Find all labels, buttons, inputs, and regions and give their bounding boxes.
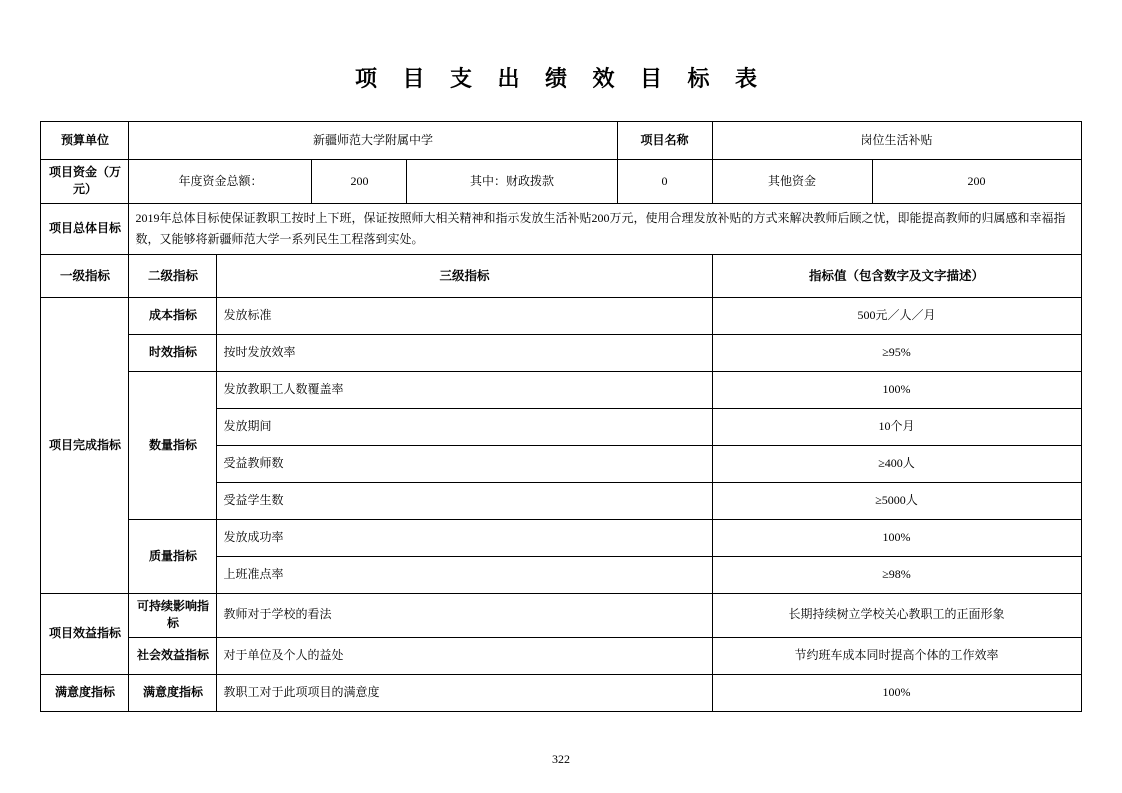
other-funds-label: 其他资金 <box>712 160 872 204</box>
table-row <box>41 334 1081 371</box>
table-row <box>41 593 1081 637</box>
column-header-level1: 一级指标 <box>41 254 129 297</box>
table-row-overall-goal <box>41 203 1081 254</box>
budget-unit-label: 预算单位 <box>41 122 129 160</box>
table-row <box>41 371 1081 408</box>
level2-label-satisfaction: 满意度指标 <box>129 674 217 711</box>
annual-total-label: 年度资金总额： <box>129 160 312 204</box>
table-row <box>41 519 1081 556</box>
level3-label: 受益教师数 <box>217 445 712 482</box>
level3-label: 发放成功率 <box>217 519 712 556</box>
level2-label-timeliness: 时效指标 <box>129 334 217 371</box>
other-funds-value: 200 <box>872 160 1081 204</box>
annual-total-value: 200 <box>312 160 407 204</box>
level3-label: 对于单位及个人的益处 <box>217 637 712 674</box>
level1-label-benefit: 项目效益指标 <box>41 593 129 674</box>
indicator-value: ≥5000人 <box>712 482 1081 519</box>
level3-label: 上班准点率 <box>217 556 712 593</box>
column-header-level3: 三级指标 <box>217 254 712 297</box>
table-row-funds <box>41 160 1081 204</box>
level3-label: 发放教职工人数覆盖率 <box>217 371 712 408</box>
overall-goal-label: 项目总体目标 <box>41 203 129 254</box>
project-funds-label: 项目资金（万元） <box>41 160 129 204</box>
table-header-row <box>41 254 1081 297</box>
fiscal-appropriation-value: 0 <box>617 160 712 204</box>
fiscal-appropriation-label: 其中：财政拨款 <box>407 160 617 204</box>
level2-label-social: 社会效益指标 <box>129 637 217 674</box>
level3-label: 发放标准 <box>217 297 712 334</box>
indicator-value: 10个月 <box>712 408 1081 445</box>
overall-goal-text: 2019年总体目标使保证教职工按时上下班，保证按照师大相关精神和指示发放生活补贴200万元，使用合理发放补贴的方式来解决教师后顾之忧，即能提高教师的归属感和幸福指数，又能够将新疆师范大学一系列民生工程落到实处。 <box>129 203 1081 254</box>
level3-label: 按时发放效率 <box>217 334 712 371</box>
indicator-value: 节约班车成本同时提高个体的工作效率 <box>712 637 1081 674</box>
level3-label: 受益学生数 <box>217 482 712 519</box>
level3-label: 教职工对于此项项目的满意度 <box>217 674 712 711</box>
indicator-value: ≥400人 <box>712 445 1081 482</box>
level1-label-completion: 项目完成指标 <box>41 297 129 593</box>
level1-label-satisfaction: 满意度指标 <box>41 674 129 711</box>
budget-unit-value: 新疆师范大学附属中学 <box>129 122 617 160</box>
indicator-value: 500元／人／月 <box>712 297 1081 334</box>
level2-label-sustainable: 可持续影响指标 <box>129 593 217 637</box>
page-title: 项 目 支 出 绩 效 目 标 表 <box>354 66 767 91</box>
indicator-value: ≥95% <box>712 334 1081 371</box>
indicator-value: 100% <box>712 371 1081 408</box>
indicator-value: 长期持续树立学校关心教职工的正面形象 <box>712 593 1081 637</box>
page-number: 322 <box>552 752 570 766</box>
project-name-label: 项目名称 <box>617 122 712 160</box>
level3-label: 教师对于学校的看法 <box>217 593 712 637</box>
indicator-value: 100% <box>712 519 1081 556</box>
level2-label-quality: 质量指标 <box>129 519 217 593</box>
indicator-value: ≥98% <box>712 556 1081 593</box>
project-name-value: 岗位生活补贴 <box>712 122 1081 160</box>
level2-label-quantity: 数量指标 <box>129 371 217 519</box>
level3-label: 发放期间 <box>217 408 712 445</box>
performance-goal-table <box>40 121 1081 712</box>
indicator-value: 100% <box>712 674 1081 711</box>
table-row <box>41 674 1081 711</box>
level2-label-cost: 成本指标 <box>129 297 217 334</box>
column-header-value: 指标值（包含数字及文字描述） <box>712 254 1081 297</box>
table-row <box>41 297 1081 334</box>
column-header-level2: 二级指标 <box>129 254 217 297</box>
table-row-unit <box>41 122 1081 160</box>
table-row <box>41 637 1081 674</box>
